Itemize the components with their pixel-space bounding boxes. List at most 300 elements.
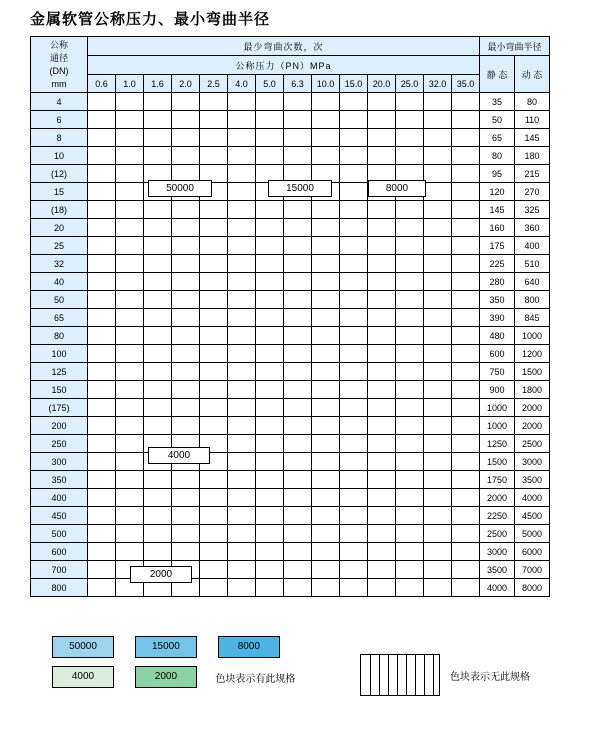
cell-r19-c1 [116, 435, 144, 453]
row-dynamic-radius: 180 [515, 147, 550, 165]
cell-r4-c13 [452, 165, 480, 183]
table-row [31, 417, 550, 435]
cell-r25-c10 [368, 543, 396, 561]
row-dynamic-radius: 640 [515, 273, 550, 291]
cell-r20-c0 [88, 453, 116, 471]
header-dn-line-2: 通径 [49, 52, 68, 63]
cell-r2-c8 [312, 129, 340, 147]
row-dynamic-radius: 845 [515, 309, 550, 327]
cell-r17-c13 [452, 399, 480, 417]
cell-r20-c12 [424, 453, 452, 471]
cell-r7-c3 [172, 219, 200, 237]
cell-r15-c4 [200, 363, 228, 381]
cell-r22-c2 [144, 489, 172, 507]
cell-r24-c10 [368, 525, 396, 543]
cell-r17-c3 [172, 399, 200, 417]
row-dynamic-radius: 3500 [515, 471, 550, 489]
cell-r11-c10 [368, 291, 396, 309]
cell-r21-c8 [312, 471, 340, 489]
cell-r12-c4 [200, 309, 228, 327]
cell-r9-c4 [200, 255, 228, 273]
row-static-radius: 80 [480, 147, 515, 165]
cell-r7-c8 [312, 219, 340, 237]
cell-r9-c12 [424, 255, 452, 273]
cell-r27-c12 [424, 579, 452, 597]
cell-r21-c5 [228, 471, 256, 489]
cell-r10-c12 [424, 273, 452, 291]
row-dynamic-radius: 1200 [515, 345, 550, 363]
row-dynamic-radius: 8000 [515, 579, 550, 597]
cell-r10-c0 [88, 273, 116, 291]
row-dn-label: 800 [31, 579, 88, 597]
cell-r21-c3 [172, 471, 200, 489]
row-static-radius: 350 [480, 291, 515, 309]
header-static: 静 态 [480, 56, 515, 93]
cell-r27-c8 [312, 579, 340, 597]
cell-r3-c3 [172, 147, 200, 165]
cell-r3-c2 [144, 147, 172, 165]
cell-r10-c6 [256, 273, 284, 291]
cell-r12-c1 [116, 309, 144, 327]
cell-r18-c11 [396, 417, 424, 435]
cell-r25-c0 [88, 543, 116, 561]
row-dynamic-radius: 270 [515, 183, 550, 201]
cell-r12-c3 [172, 309, 200, 327]
row-dn-label: 450 [31, 507, 88, 525]
cell-r0-c11 [396, 93, 424, 111]
cell-r6-c2 [144, 201, 172, 219]
cell-r13-c13 [452, 327, 480, 345]
table-row [31, 579, 550, 597]
cell-r26-c5 [228, 561, 256, 579]
spec-table [30, 36, 550, 597]
cell-r6-c11 [396, 201, 424, 219]
cell-r25-c8 [312, 543, 340, 561]
cell-r11-c0 [88, 291, 116, 309]
cell-r23-c0 [88, 507, 116, 525]
cell-r16-c8 [312, 381, 340, 399]
cell-r1-c13 [452, 111, 480, 129]
cell-r8-c7 [284, 237, 312, 255]
cell-r0-c4 [200, 93, 228, 111]
cell-r9-c1 [116, 255, 144, 273]
cell-r7-c1 [116, 219, 144, 237]
cell-r0-c12 [424, 93, 452, 111]
cell-r20-c9 [340, 453, 368, 471]
cell-r9-c13 [452, 255, 480, 273]
cell-r9-c3 [172, 255, 200, 273]
cell-r0-c13 [452, 93, 480, 111]
cell-r6-c1 [116, 201, 144, 219]
row-dn-label: 65 [31, 309, 88, 327]
cell-r8-c11 [396, 237, 424, 255]
cell-r13-c4 [200, 327, 228, 345]
table-row [31, 129, 550, 147]
cell-r0-c8 [312, 93, 340, 111]
cell-r25-c11 [396, 543, 424, 561]
cell-r26-c8 [312, 561, 340, 579]
cell-r20-c10 [368, 453, 396, 471]
cell-r22-c6 [256, 489, 284, 507]
row-static-radius: 280 [480, 273, 515, 291]
row-static-radius: 1250 [480, 435, 515, 453]
row-static-radius: 390 [480, 309, 515, 327]
table-body [31, 37, 550, 597]
row-static-radius: 4000 [480, 579, 515, 597]
cell-r23-c4 [200, 507, 228, 525]
row-dynamic-radius: 4500 [515, 507, 550, 525]
row-dn-label: 250 [31, 435, 88, 453]
row-static-radius: 2250 [480, 507, 515, 525]
cell-r0-c6 [256, 93, 284, 111]
cell-r24-c13 [452, 525, 480, 543]
row-static-radius: 175 [480, 237, 515, 255]
cell-r3-c5 [228, 147, 256, 165]
table-row [31, 363, 550, 381]
cell-r9-c0 [88, 255, 116, 273]
header-min-radius: 最小弯曲半径 [480, 37, 550, 56]
cell-r24-c9 [340, 525, 368, 543]
header-pressure: 公称压力（PN）MPa [88, 56, 480, 75]
cell-r1-c1 [116, 111, 144, 129]
header-row-1 [31, 37, 550, 56]
row-dynamic-radius: 5000 [515, 525, 550, 543]
row-dn-label: (175) [31, 399, 88, 417]
cell-r7-c11 [396, 219, 424, 237]
cell-r15-c9 [340, 363, 368, 381]
cell-r27-c9 [340, 579, 368, 597]
cell-r13-c12 [424, 327, 452, 345]
cell-r11-c2 [144, 291, 172, 309]
cell-r27-c6 [256, 579, 284, 597]
row-dn-label: 600 [31, 543, 88, 561]
cell-r24-c12 [424, 525, 452, 543]
cell-r26-c9 [340, 561, 368, 579]
cell-r18-c12 [424, 417, 452, 435]
cell-r5-c9 [340, 183, 368, 201]
cell-r17-c12 [424, 399, 452, 417]
cell-r11-c4 [200, 291, 228, 309]
cell-r12-c2 [144, 309, 172, 327]
cell-r1-c8 [312, 111, 340, 129]
cell-r12-c0 [88, 309, 116, 327]
cell-r2-c13 [452, 129, 480, 147]
cell-r25-c6 [256, 543, 284, 561]
cell-r4-c12 [424, 165, 452, 183]
cell-r16-c9 [340, 381, 368, 399]
cell-r23-c5 [228, 507, 256, 525]
cell-r17-c9 [340, 399, 368, 417]
header-pn-1: 1.0 [116, 75, 144, 93]
cell-r3-c10 [368, 147, 396, 165]
legend-swatch-50000: 50000 [52, 636, 114, 658]
cell-r19-c5 [228, 435, 256, 453]
cell-r19-c12 [424, 435, 452, 453]
cell-r27-c5 [228, 579, 256, 597]
cell-r8-c3 [172, 237, 200, 255]
cell-r21-c12 [424, 471, 452, 489]
cell-r21-c7 [284, 471, 312, 489]
row-dn-label: 80 [31, 327, 88, 345]
cell-r19-c10 [368, 435, 396, 453]
callout-4000: 4000 [148, 447, 210, 464]
cell-r22-c8 [312, 489, 340, 507]
cell-r18-c8 [312, 417, 340, 435]
row-dynamic-radius: 400 [515, 237, 550, 255]
cell-r18-c13 [452, 417, 480, 435]
cell-r21-c2 [144, 471, 172, 489]
row-dn-label: 15 [31, 183, 88, 201]
row-static-radius: 1000 [480, 399, 515, 417]
cell-r6-c4 [200, 201, 228, 219]
cell-r8-c4 [200, 237, 228, 255]
cell-r11-c9 [340, 291, 368, 309]
cell-r17-c5 [228, 399, 256, 417]
cell-r15-c10 [368, 363, 396, 381]
cell-r9-c8 [312, 255, 340, 273]
header-pn-0: 0.6 [88, 75, 116, 93]
header-pn-8: 10.0 [312, 75, 340, 93]
header-dn-cell [31, 37, 88, 93]
row-dn-label: 100 [31, 345, 88, 363]
legend-row-blue [52, 636, 572, 666]
cell-r24-c0 [88, 525, 116, 543]
cell-r27-c13 [452, 579, 480, 597]
cell-r1-c11 [396, 111, 424, 129]
cell-r7-c2 [144, 219, 172, 237]
cell-r26-c11 [396, 561, 424, 579]
cell-r2-c11 [396, 129, 424, 147]
cell-r0-c10 [368, 93, 396, 111]
legend-swatch-8000: 8000 [218, 636, 280, 658]
cell-r14-c5 [228, 345, 256, 363]
cell-r0-c9 [340, 93, 368, 111]
table-row [31, 345, 550, 363]
cell-r18-c7 [284, 417, 312, 435]
cell-r1-c4 [200, 111, 228, 129]
cell-r24-c5 [228, 525, 256, 543]
cell-r18-c6 [256, 417, 284, 435]
cell-r14-c13 [452, 345, 480, 363]
row-dynamic-radius: 215 [515, 165, 550, 183]
row-static-radius: 3500 [480, 561, 515, 579]
cell-r25-c1 [116, 543, 144, 561]
cell-r15-c0 [88, 363, 116, 381]
cell-r26-c7 [284, 561, 312, 579]
cell-r17-c10 [368, 399, 396, 417]
cell-r26-c6 [256, 561, 284, 579]
cell-r24-c8 [312, 525, 340, 543]
cell-r15-c5 [228, 363, 256, 381]
cell-r21-c1 [116, 471, 144, 489]
row-static-radius: 2000 [480, 489, 515, 507]
cell-r9-c7 [284, 255, 312, 273]
cell-r7-c5 [228, 219, 256, 237]
cell-r1-c0 [88, 111, 116, 129]
cell-r23-c8 [312, 507, 340, 525]
cell-r19-c0 [88, 435, 116, 453]
cell-r6-c13 [452, 201, 480, 219]
callout-8000: 8000 [368, 180, 426, 197]
cell-r15-c2 [144, 363, 172, 381]
cell-r12-c12 [424, 309, 452, 327]
cell-r18-c5 [228, 417, 256, 435]
cell-r3-c9 [340, 147, 368, 165]
cell-r20-c5 [228, 453, 256, 471]
cell-r15-c8 [312, 363, 340, 381]
cell-r23-c2 [144, 507, 172, 525]
header-pn-2: 1.6 [144, 75, 172, 93]
cell-r22-c0 [88, 489, 116, 507]
row-static-radius: 50 [480, 111, 515, 129]
cell-r15-c13 [452, 363, 480, 381]
cell-r5-c12 [424, 183, 452, 201]
row-dynamic-radius: 360 [515, 219, 550, 237]
cell-r14-c2 [144, 345, 172, 363]
legend-note-unavailable: 色块表示无此规格 [450, 672, 530, 683]
cell-r15-c11 [396, 363, 424, 381]
cell-r1-c5 [228, 111, 256, 129]
cell-r16-c0 [88, 381, 116, 399]
cell-r9-c2 [144, 255, 172, 273]
cell-r23-c6 [256, 507, 284, 525]
cell-r24-c3 [172, 525, 200, 543]
row-dn-label: 10 [31, 147, 88, 165]
cell-r17-c2 [144, 399, 172, 417]
header-row-3 [31, 75, 550, 93]
cell-r8-c8 [312, 237, 340, 255]
cell-r5-c5 [228, 183, 256, 201]
cell-r16-c4 [200, 381, 228, 399]
row-dn-label: 40 [31, 273, 88, 291]
header-dn-line-4: mm [51, 78, 67, 89]
cell-r11-c11 [396, 291, 424, 309]
row-static-radius: 900 [480, 381, 515, 399]
row-dynamic-radius: 1500 [515, 363, 550, 381]
row-static-radius: 35 [480, 93, 515, 111]
callout-50000: 50000 [148, 180, 212, 197]
cell-r16-c6 [256, 381, 284, 399]
cell-r3-c7 [284, 147, 312, 165]
legend-swatch-4000: 4000 [52, 666, 114, 688]
cell-r14-c0 [88, 345, 116, 363]
row-dn-label: (12) [31, 165, 88, 183]
cell-r13-c2 [144, 327, 172, 345]
cell-r0-c1 [116, 93, 144, 111]
cell-r18-c9 [340, 417, 368, 435]
cell-r1-c7 [284, 111, 312, 129]
row-dn-label: 700 [31, 561, 88, 579]
cell-r8-c1 [116, 237, 144, 255]
cell-r12-c7 [284, 309, 312, 327]
cell-r15-c12 [424, 363, 452, 381]
cell-r9-c5 [228, 255, 256, 273]
cell-r21-c13 [452, 471, 480, 489]
cell-r12-c10 [368, 309, 396, 327]
cell-r27-c0 [88, 579, 116, 597]
table-row [31, 543, 550, 561]
cell-r8-c0 [88, 237, 116, 255]
table-row [31, 381, 550, 399]
table-row [31, 93, 550, 111]
row-static-radius: 120 [480, 183, 515, 201]
cell-r24-c7 [284, 525, 312, 543]
cell-r1-c6 [256, 111, 284, 129]
table-row [31, 525, 550, 543]
cell-r13-c11 [396, 327, 424, 345]
page-title: 金属软管公称压力、最小弯曲半径 [30, 12, 271, 28]
cell-r17-c7 [284, 399, 312, 417]
cell-r2-c9 [340, 129, 368, 147]
header-dn-line-3: (DN) [49, 65, 69, 76]
cell-r5-c13 [452, 183, 480, 201]
cell-r14-c6 [256, 345, 284, 363]
cell-r17-c6 [256, 399, 284, 417]
cell-r25-c13 [452, 543, 480, 561]
cell-r6-c8 [312, 201, 340, 219]
row-dn-label: 150 [31, 381, 88, 399]
cell-r4-c1 [116, 165, 144, 183]
cell-r10-c1 [116, 273, 144, 291]
cell-r21-c11 [396, 471, 424, 489]
cell-r16-c5 [228, 381, 256, 399]
header-pn-5: 4.0 [228, 75, 256, 93]
cell-r2-c6 [256, 129, 284, 147]
header-pn-13: 35.0 [452, 75, 480, 93]
row-static-radius: 3000 [480, 543, 515, 561]
cell-r13-c7 [284, 327, 312, 345]
cell-r9-c6 [256, 255, 284, 273]
cell-r15-c7 [284, 363, 312, 381]
cell-r4-c5 [228, 165, 256, 183]
row-dn-label: 350 [31, 471, 88, 489]
row-dn-label: 50 [31, 291, 88, 309]
cell-r2-c5 [228, 129, 256, 147]
cell-r12-c9 [340, 309, 368, 327]
row-static-radius: 225 [480, 255, 515, 273]
row-static-radius: 480 [480, 327, 515, 345]
cell-r19-c6 [256, 435, 284, 453]
cell-r16-c12 [424, 381, 452, 399]
cell-r22-c4 [200, 489, 228, 507]
cell-r23-c10 [368, 507, 396, 525]
cell-r25-c3 [172, 543, 200, 561]
cell-r27-c10 [368, 579, 396, 597]
cell-r13-c5 [228, 327, 256, 345]
cell-r14-c9 [340, 345, 368, 363]
legend [52, 636, 572, 696]
row-static-radius: 160 [480, 219, 515, 237]
cell-r17-c4 [200, 399, 228, 417]
table-row [31, 471, 550, 489]
cell-r11-c5 [228, 291, 256, 309]
cell-r9-c9 [340, 255, 368, 273]
cell-r27-c11 [396, 579, 424, 597]
cell-r8-c13 [452, 237, 480, 255]
cell-r11-c3 [172, 291, 200, 309]
row-static-radius: 1750 [480, 471, 515, 489]
cell-r22-c1 [116, 489, 144, 507]
cell-r15-c1 [116, 363, 144, 381]
cell-r26-c4 [200, 561, 228, 579]
cell-r13-c6 [256, 327, 284, 345]
cell-r16-c13 [452, 381, 480, 399]
header-pn-9: 15.0 [340, 75, 368, 93]
cell-r1-c10 [368, 111, 396, 129]
cell-r27-c7 [284, 579, 312, 597]
cell-r6-c6 [256, 201, 284, 219]
cell-r8-c10 [368, 237, 396, 255]
